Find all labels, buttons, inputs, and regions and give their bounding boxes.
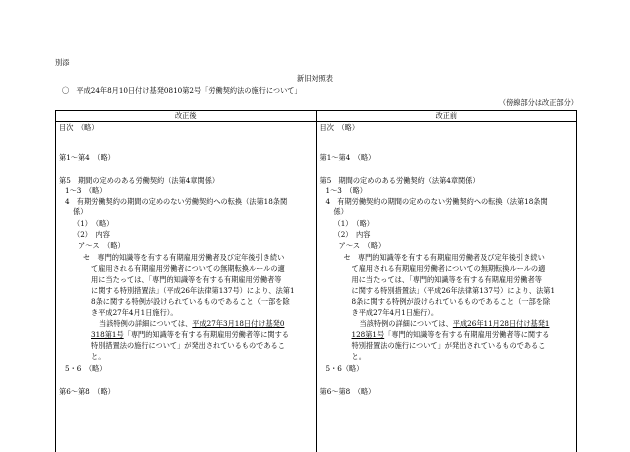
point-se-text: き平成27年4月1日施行）。 bbox=[91, 308, 178, 318]
point-se-text: に関する特別措置法」（平成26年法律第137号）により、法第1 bbox=[352, 286, 556, 296]
section-6-8-line: 第6～第8 （略） bbox=[320, 387, 376, 397]
annex-label: 別添 bbox=[55, 58, 69, 68]
point-se-detail-line bbox=[91, 330, 289, 340]
point-se-text: 特別措置法の施行について」が発出されているものであるこ bbox=[91, 341, 285, 351]
point-se-text: 8条に関する特例が設けられているものであること（一部を除 bbox=[352, 297, 551, 307]
document-title: 新旧対照表 bbox=[0, 74, 630, 84]
new-version-cell bbox=[56, 122, 317, 452]
amended-notice-number: 318第1号 bbox=[91, 330, 124, 339]
underline-note: （傍線部分は改正部分） bbox=[499, 98, 578, 108]
point-se-text: と。 bbox=[91, 352, 105, 362]
point-se-text: 特別措置法の施行について」が発出されているものであるこ bbox=[352, 341, 546, 351]
item-4-heading-cont: 係） bbox=[73, 207, 87, 217]
point-se-text: と。 bbox=[352, 352, 366, 362]
column-header-new: 改正後 bbox=[56, 111, 317, 122]
subitem-2-heading: （2） 内容 bbox=[73, 230, 110, 240]
item-4-heading: 4 有期労働契約の期間の定めのない労働契約への転換（法第18条関 bbox=[326, 197, 548, 207]
point-se-text: き平成27年4月1日施行）。 bbox=[352, 308, 439, 318]
detail-text: 当該特例の詳細については、 bbox=[360, 319, 453, 328]
point-se-detail-line bbox=[360, 319, 550, 329]
point-a-su-line: ア～ス （略） bbox=[339, 241, 386, 251]
point-se-text: に関する特別措置法」（平成26年法律第137号）により、法第1 bbox=[91, 286, 295, 296]
item-1-3-line: 1～3 （略） bbox=[65, 186, 106, 196]
point-se-text: セ 専門的知識等を有する有期雇用労働者及び定年後引き続い bbox=[83, 253, 284, 263]
point-a-su-line: ア～ス （略） bbox=[78, 241, 125, 251]
subitem-2-heading: （2） 内容 bbox=[334, 230, 371, 240]
subitem-1-line: （1） （略） bbox=[73, 219, 114, 229]
detail-text: 「専門的知識等を有する有期雇用労働者等に関する bbox=[384, 330, 549, 339]
point-se-text: 8条に関する特例が設けられているものであること（一部を除 bbox=[91, 297, 290, 307]
old-version-cell bbox=[316, 122, 577, 452]
amended-notice-date: 平成27年3月18日付け基発0 bbox=[192, 319, 284, 328]
section-1-4-line: 第1～第4 （略） bbox=[320, 153, 376, 163]
toc-line: 目次 （略） bbox=[59, 123, 99, 133]
section-5-heading: 第5 期間の定めのある労働契約（法第4章関係） bbox=[320, 176, 480, 186]
previous-notice-date: 平成26年11月28日付け基発1 bbox=[453, 319, 550, 328]
notice-subject: 〇 平成24年8月10日付け基発0810第2号「労働契約法の施行について」 bbox=[62, 86, 302, 96]
point-se-text: セ 専門的知識等を有する有期雇用労働者及び定年後引き続い bbox=[344, 253, 545, 263]
item-1-3-line: 1～3 （略） bbox=[326, 186, 367, 196]
section-5-heading: 第5 期間の定めのある労働契約（法第4章関係） bbox=[59, 176, 219, 186]
point-se-text: 用に当たっては、「専門的知識等を有する有期雇用労働者等 bbox=[91, 275, 281, 285]
section-1-4-line: 第1～第4 （略） bbox=[59, 153, 115, 163]
detail-text: 「専門的知識等を有する有期雇用労働者等に関する bbox=[124, 330, 289, 339]
previous-notice-number: 128第1号 bbox=[352, 330, 385, 339]
point-se-text: て雇用される有期雇用労働者についての無期転換ルールの適 bbox=[91, 264, 285, 274]
item-5-6-line: 5・6 （略） bbox=[65, 364, 106, 374]
point-se-detail-line bbox=[352, 330, 550, 340]
item-4-heading-cont: 係） bbox=[334, 207, 348, 217]
point-se-detail-line bbox=[99, 319, 284, 329]
item-4-heading: 4 有期労働契約の期間の定めのない労働契約への転換（法第18条関 bbox=[65, 197, 287, 207]
point-se-text: て雇用される有期雇用労働者についての無期転換ルールの適 bbox=[352, 264, 546, 274]
toc-line: 目次 （略） bbox=[320, 123, 360, 133]
point-se-text: 用に当たっては、「専門的知識等を有する有期雇用労働者等 bbox=[352, 275, 542, 285]
subitem-1-line: （1） （略） bbox=[334, 219, 375, 229]
column-header-old: 改正前 bbox=[316, 111, 577, 122]
item-5-6-line: 5・6（略） bbox=[326, 364, 364, 374]
table-header-row bbox=[56, 111, 577, 122]
section-6-8-line: 第6～第8 （略） bbox=[59, 387, 115, 397]
table-body-row bbox=[56, 122, 577, 452]
comparison-table bbox=[55, 110, 577, 452]
detail-text: 当該特例の詳細については、 bbox=[99, 319, 192, 328]
